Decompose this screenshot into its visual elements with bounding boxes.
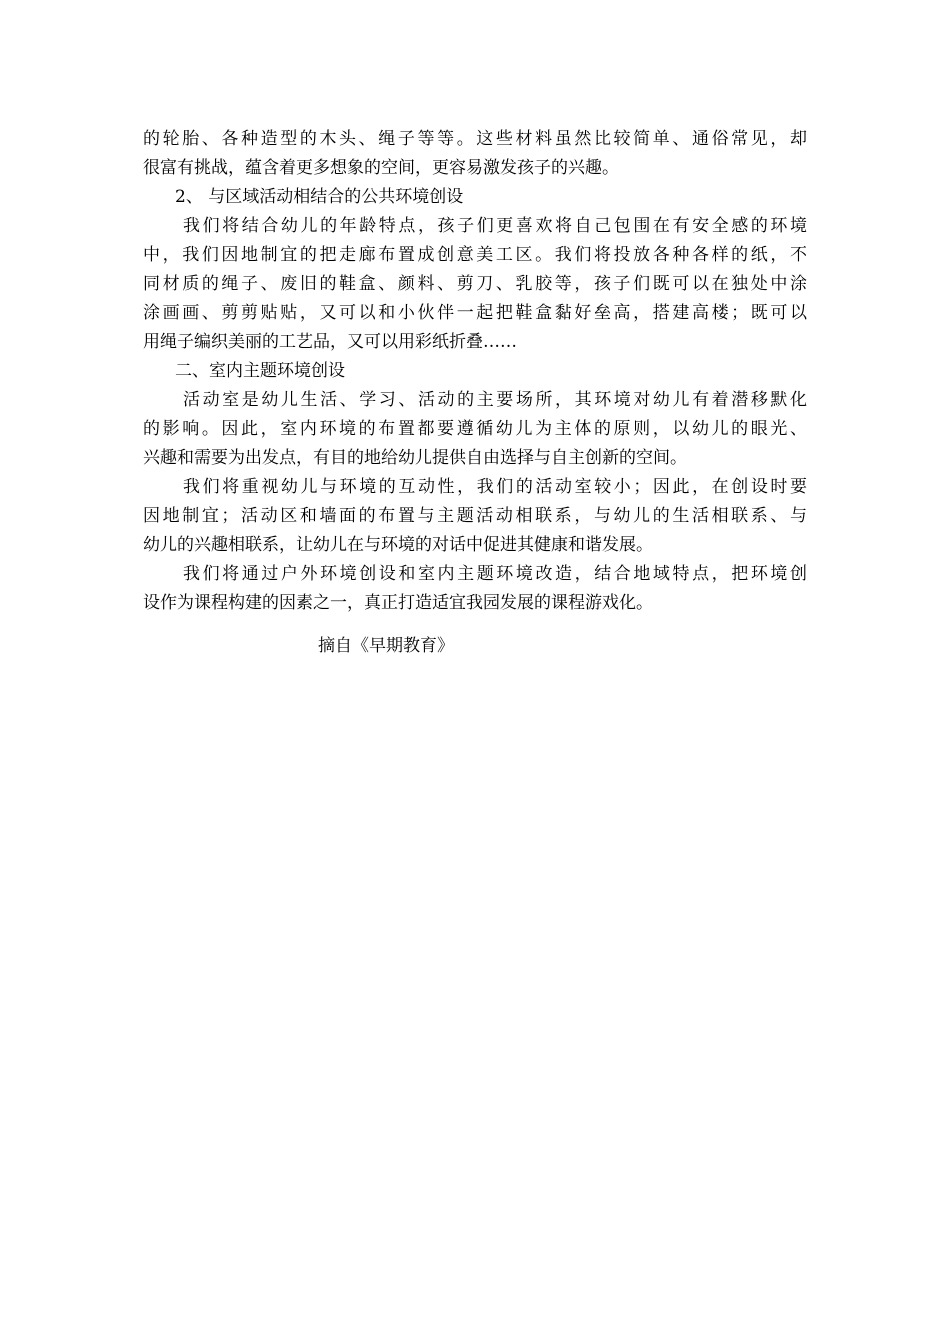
paragraph-line: 活动室是幼儿生活、学习、活动的主要场所，其环境对幼儿有着潜移默化 <box>183 390 807 410</box>
paragraph-line: 我们将结合幼儿的年龄特点，孩子们更喜欢将自己包围在有安全感的环境 <box>183 216 807 236</box>
paragraph-line: 用绳子编织美丽的工艺品，又可以用彩纸折叠…… <box>143 332 517 352</box>
paragraph-line: 同材质的绳子、废旧的鞋盒、颜料、剪刀、乳胶等，孩子们既可以在独处中涂 <box>143 274 807 294</box>
paragraph-line: 涂画画、剪剪贴贴，又可以和小伙伴一起把鞋盒黏好垒高，搭建高楼；既可以 <box>143 303 807 323</box>
paragraph-line: 我们将通过户外环境创设和室内主题环境改造，结合地域特点，把环境创 <box>183 564 807 584</box>
source-citation: 摘自《早期教育》 <box>318 636 454 656</box>
paragraph-line: 兴趣和需要为出发点，有目的地给幼儿提供自由选择与自主创新的空间。 <box>143 448 687 468</box>
paragraph-line: 设作为课程构建的因素之一，真正打造适宜我园发展的课程游戏化。 <box>143 593 653 613</box>
paragraph-line: 因地制宜；活动区和墙面的布置与主题活动相联系，与幼儿的生活相联系、与 <box>143 506 807 526</box>
document-body <box>143 125 807 618</box>
paragraph-line: 的影响。因此，室内环境的布置都要遵循幼儿为主体的原则，以幼儿的眼光、 <box>143 419 807 439</box>
paragraph-line: 中，我们因地制宜的把走廊布置成创意美工区。我们将投放各种各样的纸，不 <box>143 245 807 265</box>
section-heading-indoor: 二、室内主题环境创设 <box>175 361 345 381</box>
paragraph-line: 我们将重视幼儿与环境的互动性，我们的活动室较小；因此，在创设时要 <box>183 477 807 497</box>
section-heading-2: 2、 与区域活动相结合的公共环境创设 <box>175 187 464 207</box>
paragraph-line: 的轮胎、各种造型的木头、绳子等等。这些材料虽然比较简单、通俗常见，却 <box>143 129 807 149</box>
paragraph-line: 很富有挑战，蕴含着更多想象的空间，更容易激发孩子的兴趣。 <box>143 158 619 178</box>
paragraph-line: 幼儿的兴趣相联系，让幼儿在与环境的对话中促进其健康和谐发展。 <box>143 535 653 555</box>
